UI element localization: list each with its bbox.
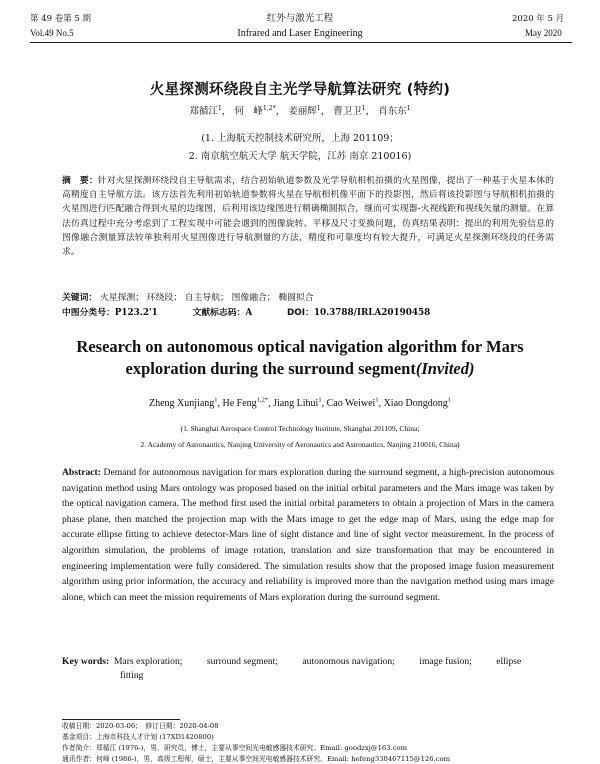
footnote-fund: 基金项目：上海市科技人才计划 (17XD1420800) bbox=[62, 733, 214, 741]
cn-author-sup: 1 bbox=[217, 104, 222, 112]
header-date-cn: 2020 年 5 月 bbox=[512, 14, 565, 24]
clc-value: P123.2'1 bbox=[114, 308, 158, 318]
cn-keyword: 图像融合； bbox=[231, 293, 276, 303]
cn-abstract-text: 针对火星探测环绕段自主导航需求，结合初始轨道参数及光学导航相机拍摄的火星图像，提出了一种基于火星本体的高精度自主导航方法。该方法首先利用初始轨道参数将火星在导航相机像平面下的投影图，然后将该投影图与导航相机拍摄的火星图进行匹配融合得到火星的边缘图，后利用该边缘图进行精确椭圆拟合，继而可实现器-火视线距和视线矢量的测量。在算法仿真过程中充分考虑到了工程实现中可能会遇到的图像旋转、平移及尺寸变换问题，仿真结果表明：提出的利用先验信息的图像融合测量算法较单独利用火星图像进行导航测量的方法，精度和可靠度均有较大提升，可满足火星探测环绕段的任务需求。 bbox=[62, 176, 554, 258]
doi-value: 10.3788/IRLA20190458 bbox=[313, 308, 431, 318]
en-keyword: Mars exploration; bbox=[113, 656, 183, 667]
en-keyword: ellipse bbox=[496, 656, 522, 667]
cn-author: 何 峰 bbox=[234, 106, 263, 117]
cn-author: 姜丽辉 bbox=[288, 106, 317, 117]
footnote-author: 作者简介：郑循江 (1976-)，男，研究员，博士，主要从事空间光电敏感器技术研究。Email: goodzxj@163.com bbox=[62, 744, 408, 752]
cn-classification bbox=[62, 305, 462, 318]
en-author: He Feng bbox=[222, 398, 257, 409]
doc-label: 文献标志码： bbox=[192, 308, 246, 318]
en-keyword: surround segment; bbox=[206, 656, 279, 667]
doi bbox=[287, 308, 430, 318]
cn-affiliation-2: 2. 南京航空航天大学 航天学院，江苏 南京 210016) bbox=[188, 151, 412, 162]
cn-author-sup: 1,2* bbox=[262, 104, 276, 112]
cn-keywords bbox=[62, 290, 314, 303]
en-author-sup: 1 bbox=[318, 396, 322, 404]
en-affiliation-1: (1. Shanghai Aerospace Control Technology Institute, Shanghai 201109, China; bbox=[180, 424, 420, 433]
header-journal-en: Infrared and Laser Engineering bbox=[237, 28, 363, 39]
en-abstract bbox=[62, 465, 554, 605]
cn-author: 肖东东 bbox=[378, 106, 407, 117]
en-title-line-2-text: exploration during the surround segment bbox=[125, 359, 416, 378]
en-abstract-text: Demand for autonomous navigation for mars exploration during the surround segment, a high-precision autonomous navigation method using Mars ontology was proposed based on the initial orbital parameters and the Mars image was taken by the optical navigation camera. The method first used the initial orbital parameters to obtain a projection of Mars in the camera phase plane, then matched the projection map with the Mars image to get the edge map of Mars, using the edge map for accurate ellipse fitting to achieve detector-Mars line of sight distance and line of sight vector measurement. In the process of algorithm simulation, the problems of image rotation, translation and size transformation that may be encountered in engineering implementation were fully considered. The simulation results show that the proposed image fusion measurement algorithm using prior information, the accuracy and reliability is improved more than the navigation method using mars image alone, which can meet the mission requirements of Mars exploration during the surround segment. bbox=[62, 467, 554, 603]
en-author: Cao Weiwei bbox=[326, 398, 376, 409]
header-volume-cn: 第 49 卷第 5 期 bbox=[30, 14, 92, 24]
en-keyword: autonomous navigation; bbox=[302, 656, 395, 667]
cn-abstract-label: 摘 要： bbox=[62, 176, 98, 186]
en-keywords bbox=[62, 655, 554, 683]
en-author: Jiang Lihui bbox=[273, 398, 319, 409]
en-author-sup: 1 bbox=[214, 396, 218, 404]
footnote-rule bbox=[62, 719, 180, 720]
cn-affiliation-1: (1. 上海航天控制技术研究所，上海 201109； bbox=[201, 133, 399, 144]
en-author: Xiao Dongdong bbox=[383, 398, 448, 409]
en-keyword: image fusion; bbox=[419, 656, 472, 667]
header-journal-cn: 红外与激光工程 bbox=[266, 13, 334, 24]
en-keyword-continued: fitting bbox=[120, 670, 144, 681]
doc-value: A bbox=[245, 308, 253, 318]
footnote-received: 收稿日期：2020-03-06； 修订日期：2020-04-08 bbox=[62, 722, 219, 730]
footnote-corresponding-author: 通讯作者：何峰 (1986-)，男，高级工程师，硕士，主要从事空间光电敏感器技术研究。Email: hefeng330467115@126.com bbox=[62, 755, 451, 763]
en-keywords-label: Key words: bbox=[62, 656, 110, 667]
en-title-invited: (Invited) bbox=[415, 359, 475, 378]
cn-title: 火星探测环绕段自主光学导航算法研究 (特约) bbox=[149, 82, 451, 98]
doc-code bbox=[193, 308, 253, 318]
cn-keyword: 自主导航； bbox=[184, 293, 229, 303]
en-author-sup: 1,2* bbox=[256, 396, 269, 404]
header-rule bbox=[30, 42, 572, 43]
en-affiliation-2: 2. Academy of Astronautics, Nanjing University of Aeronautics and Astronautics, Nanjing 210016, China) bbox=[140, 440, 460, 449]
cn-author-sup: 1 bbox=[361, 104, 366, 112]
cn-keywords-label: 关键词： bbox=[62, 293, 98, 303]
header-volume-en: Vol.49 No.5 bbox=[30, 28, 74, 38]
cn-author-sup: 1 bbox=[406, 104, 411, 112]
en-title-line-1: Research on autonomous optical navigation algorithm for Mars bbox=[76, 337, 524, 356]
cn-author-list: 郑循江$^1$， 何 峰$^{1,2*}$， 姜丽辉$^1$， 曹卫卫$^1$， 肖东东$^1$ bbox=[189, 104, 411, 117]
cn-author: 曹卫卫 bbox=[333, 106, 362, 117]
cn-keyword: 椭圆拟合 bbox=[278, 293, 314, 303]
clc-label: 中图分类号： bbox=[62, 308, 115, 318]
header-date-en: May 2020 bbox=[525, 28, 562, 38]
cn-abstract bbox=[62, 174, 554, 259]
en-author-sup: 1 bbox=[375, 396, 379, 404]
en-author-sup: 1 bbox=[447, 396, 451, 404]
en-abstract-label: Abstract: bbox=[62, 467, 101, 478]
cn-keyword: 火星探测； bbox=[100, 293, 144, 303]
en-title-line-2 bbox=[20, 358, 580, 380]
cn-author: 郑循江 bbox=[189, 106, 218, 117]
clc-number bbox=[62, 308, 158, 318]
en-author-list: Zheng Xunjiang$^1$, He Feng$^{1,2*}$, Jiang Lihui$^1$, Cao Weiwei$^1$, Xiao Dongdong$^1$ bbox=[149, 396, 451, 409]
en-author: Zheng Xunjiang bbox=[149, 398, 215, 409]
cn-keyword: 环绕段； bbox=[146, 293, 182, 303]
cn-author-sup: 1 bbox=[316, 104, 321, 112]
doi-label: DOI： bbox=[287, 308, 314, 318]
